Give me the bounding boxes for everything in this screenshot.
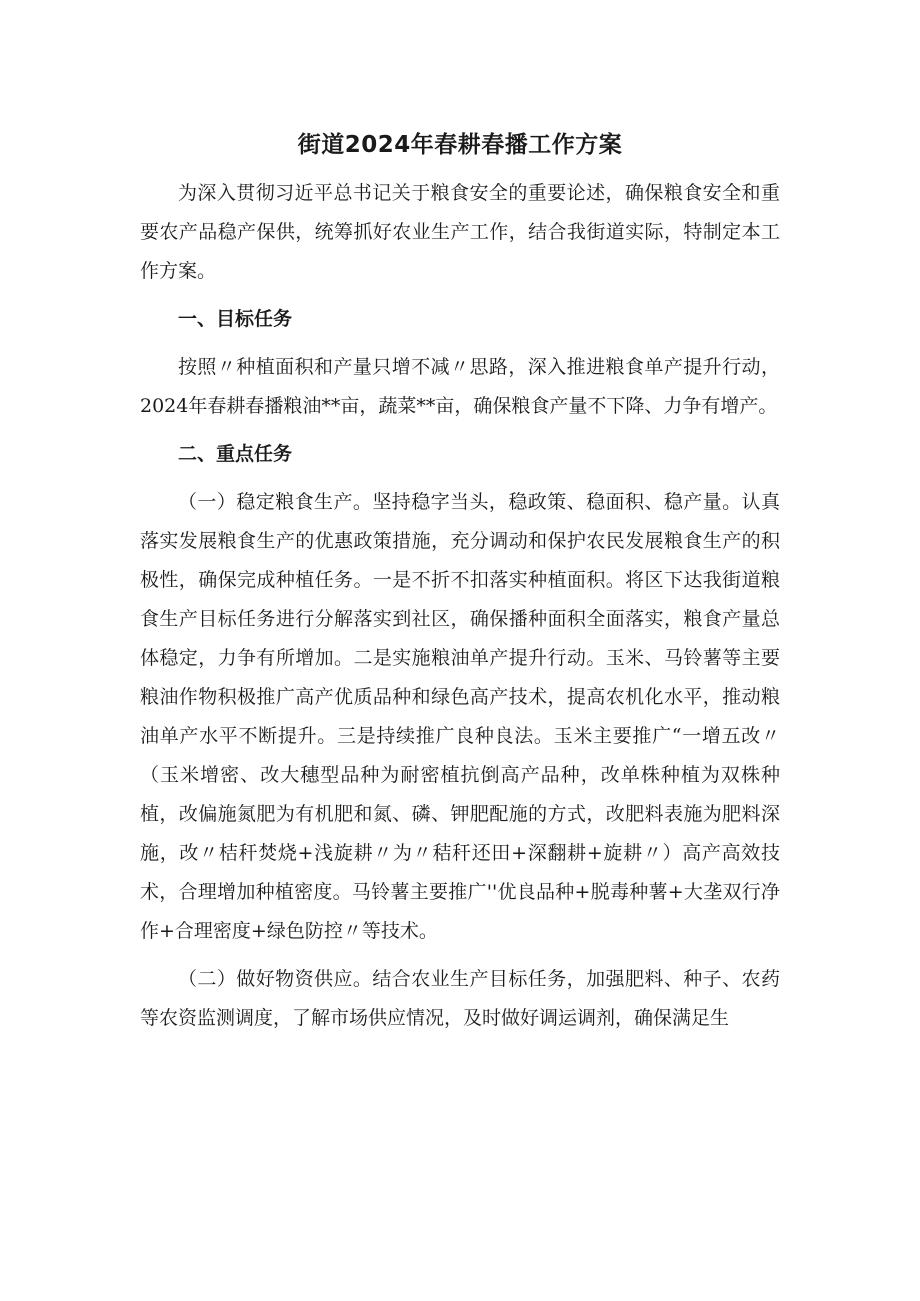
goals-paragraph: 按照〃种植面积和产量只增不减〃思路，深入推进粮食单产提升行动，2024年春耕春播粮油**亩，蔬菜**亩，确保粮食产量不下降、力争有增产。 — [140, 356, 780, 417]
key-task-paragraph-2: （二）做好物资供应。结合农业生产目标任务，加强肥料、种子、农药等农资监测调度，了解市场供应情况，及时做好调运调剂，确保满足生 — [140, 968, 780, 1029]
section-heading-key-tasks: 二、重点任务 — [178, 443, 293, 465]
key-task-paragraph-1: （一）稳定粮食生产。坚持稳字当头，稳政策、稳面积、稳产量。认真落实发展粮食生产的优惠政策措施，充分调动和保护农民发展粮食生产的积极性，确保完成种植任务。一是不折不扣落实种植面积。将区下达我街道粮食生产目标任务进行分解落实到社区，确保播种面积全面落实，粮食产量总体稳定，力争有所增加。二是实施粮油单产提升行动。玉米、马铃薯等主要粮油作物积极推广高产优质品种和绿色高产技术，提高农机化水平，推动粮油单产水平不断提升。三是持续推广良种良法。玉米主要推广“一增五改〃（玉米增密、改大穗型品种为耐密植抗倒高产品种，改单株种植为双株种植，改偏施氮肥为有机肥和氮、磷、钾肥配施的方式，改肥料表施为肥料深施，改〃桔秆焚烧+浅旋耕〃为〃秸秆还田+深翻耕+旋耕〃）高产高效技术，合理增加种植密度。马铃薯主要推广''优良品种+脱毒种薯+大垄双行净作+合理密度+绿色防控〃等技术。 — [140, 491, 780, 942]
section-heading-goals: 一、目标任务 — [178, 308, 293, 330]
document-body — [140, 174, 780, 1047]
intro-paragraph: 为深入贯彻习近平总书记关于粮食安全的重要论述，确保粮食安全和重要农产品稳产保供，统筹抓好农业生产工作，结合我街道实际，特制定本工作方案。 — [140, 182, 780, 282]
document-title: 街道2024年春耕春播工作方案 — [297, 132, 623, 158]
